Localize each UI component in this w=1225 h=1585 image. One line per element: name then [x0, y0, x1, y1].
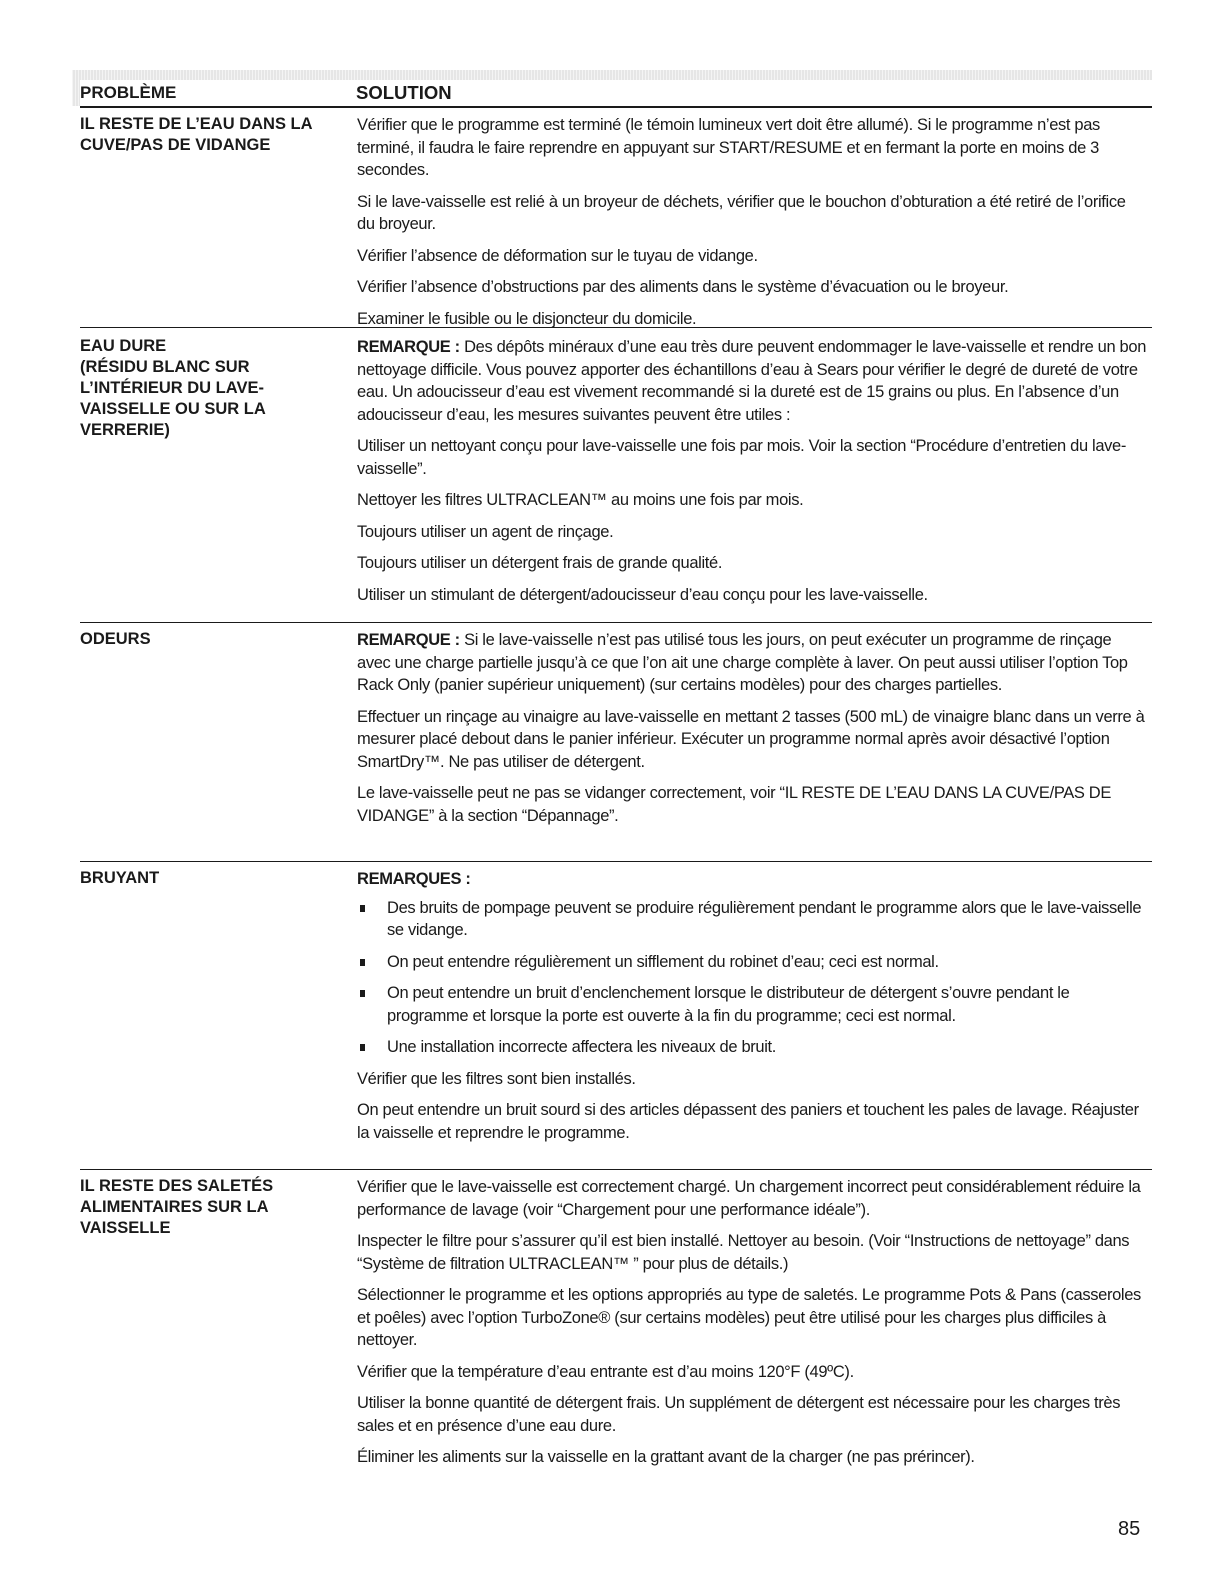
solution-text: Si le lave-vaisselle est relié à un broyeur de déchets, vérifier que le bouchon d’obturation a été retiré de l’orifice du broyeur.	[357, 192, 1126, 233]
solution-text: Vérifier que le programme est terminé (le témoin lumineux vert doit être allumé). Si le programme n’est pas terminé, il faudra le faire reprendre en appuyant sur START/RESUME et en fermant la porte en moins de 3 secondes.	[357, 116, 1100, 179]
solution-standing-water	[357, 114, 1147, 339]
problem-noisy: BRUYANT	[80, 869, 160, 887]
table-row-hard-water	[80, 327, 1152, 604]
solution-text: Utiliser un nettoyant conçu pour lave-vaisselle une fois par mois. Voir la section “Procédure d’entretien du lave-vaisselle”.	[357, 437, 1127, 478]
note-text: Si le lave-vaisselle n’est pas utilisé tous les jours, on peut exécuter un programme de rinçage avec une charge partielle jusqu’à ce que l’on ait une charge complète à laver. On peut aussi utiliser l’option Top Rack Only (panier supérieur uniquement) (sur certains modèles) pour des charges partielles.	[357, 631, 1128, 694]
solution-text: Utiliser un stimulant de détergent/adoucisseur d’eau conçu pour les lave-vaisselle.	[357, 585, 928, 604]
solution-text: Nettoyer les filtres ULTRACLEAN™ au moins une fois par mois.	[357, 491, 804, 509]
list-item: On peut entendre un bruit d’enclenchement lorsque le distributeur de détergent s’ouvre pendant le programme et lorsque la porte est ouverte à la fin du programme; ceci est normal.	[357, 982, 1147, 1027]
bullet-icon	[360, 959, 365, 966]
solution-noisy	[357, 868, 1147, 1153]
solution-text: Vérifier que les filtres sont bien installés.	[357, 1069, 636, 1088]
solution-text: Examiner le fusible ou le disjoncteur du domicile.	[357, 309, 697, 328]
problem-hard-water: EAU DURE (RÉSIDU BLANC SUR L’INTÉRIEUR DU LAVE- VAISSELLE OU SUR LA VERRERIE)	[80, 337, 266, 439]
table-header-underline	[80, 80, 1152, 108]
table-row-odors	[80, 622, 1152, 825]
table-row-food-soil	[80, 1169, 1152, 1466]
solution-hard-water	[357, 336, 1147, 615]
bullet-icon	[360, 990, 365, 997]
note-text: Des dépôts minéraux d’une eau très dure peuvent endommager le lave-vaisselle et rendre un bon nettoyage difficile. Vous pouvez apporter des échantillons d’eau à Sears pour vérifier le degré de dureté de votre eau. Un adoucisseur d’eau est vivement recommandé si la dureté est de 15 grains ou plus. En l’absence d’un adoucisseur d’eau, les mesures suivantes peuvent être utiles :	[357, 338, 1147, 424]
solution-odors	[357, 629, 1147, 836]
problem-odors: ODEURS	[80, 630, 151, 648]
solution-text: Effectuer un rinçage au vinaigre au lave-vaisselle en mettant 2 tasses (500 mL) de vinaigre blanc dans un verre à mesurer placé debout dans le panier inférieur. Exécuter un programme normal après avoir désactivé l’option SmartDry™. Ne pas utiliser de détergent.	[357, 707, 1145, 771]
column-header-problem: PROBLÈME	[80, 80, 184, 106]
solution-text: Vérifier l’absence d’obstructions par des aliments dans le système d’évacuation ou le broyeur.	[357, 278, 1009, 296]
table-row-noisy	[80, 861, 1152, 1142]
solution-text: Sélectionner le programme et les options appropriés au type de saletés. Le programme Pots & Pans (casseroles et poêles) avec l’option TurboZone® (sur certains modèles) peut être utilisé pour les charges plus difficiles à nettoyer.	[357, 1286, 1141, 1349]
remarks-list	[357, 897, 1147, 1059]
solution-text: Le lave-vaisselle peut ne pas se vidanger correctement, voir “IL RESTE DE L’EAU DANS LA CUVE/PAS DE VIDANGE” à la section “Dépannage”.	[357, 784, 1112, 825]
bullet-icon	[360, 1044, 365, 1051]
list-item: On peut entendre régulièrement un sifflement du robinet d’eau; ceci est normal.	[357, 951, 1147, 974]
list-item: Des bruits de pompage peuvent se produire régulièrement pendant le programme alors que le lave-vaisselle se vidange.	[357, 897, 1147, 942]
solution-text: Vérifier que le lave-vaisselle est correctement chargé. Un chargement incorrect peut considérablement réduire la performance de lavage (voir “Chargement pour une performance idéale”).	[357, 1178, 1141, 1219]
bullet-icon	[360, 905, 365, 912]
remarks-heading: REMARQUES :	[357, 870, 471, 888]
solution-text: Vérifier l’absence de déformation sur le tuyau de vidange.	[357, 246, 758, 265]
solution-text: Toujours utiliser un détergent frais de grande qualité.	[357, 554, 723, 572]
problem-standing-water: IL RESTE DE L’EAU DANS LA CUVE/PAS DE VIDANGE	[80, 115, 313, 154]
list-item: Une installation incorrecte affectera les niveaux de bruit.	[357, 1036, 1147, 1059]
solution-text: Vérifier que la température d’eau entrante est d’au moins 120°F (49ºC).	[357, 1362, 854, 1381]
solution-text: Toujours utiliser un agent de rinçage.	[357, 522, 614, 541]
note-label: REMARQUE :	[357, 631, 460, 649]
solution-food-soil	[357, 1176, 1147, 1478]
note-label: REMARQUE :	[357, 338, 460, 356]
solution-text: Utiliser la bonne quantité de détergent frais. Un supplément de détergent est nécessaire pour les charges très sales et en présence d’une eau dure.	[357, 1394, 1121, 1435]
solution-text: Inspecter le filtre pour s’assurer qu’il est bien installé. Nettoyer au besoin. (Voir “Instructions de nettoyage” dans “Système de filtration ULTRACLEAN™ ” pour plus de détails.)	[357, 1232, 1130, 1273]
note-paragraph	[357, 629, 1147, 697]
column-header-solution: SOLUTION	[356, 80, 460, 106]
solution-text: Éliminer les aliments sur la vaisselle en la grattant avant de la charger (ne pas prérincer).	[357, 1448, 975, 1466]
note-paragraph	[357, 336, 1147, 426]
problem-food-soil: IL RESTE DES SALETÉS ALIMENTAIRES SUR LA VAISSELLE	[80, 1177, 274, 1237]
page-number: 85	[1118, 1518, 1141, 1540]
solution-text: On peut entendre un bruit sourd si des articles dépassent des paniers et touchent les pales de lavage. Réajuster la vaisselle et reprendre le programme.	[357, 1101, 1139, 1142]
